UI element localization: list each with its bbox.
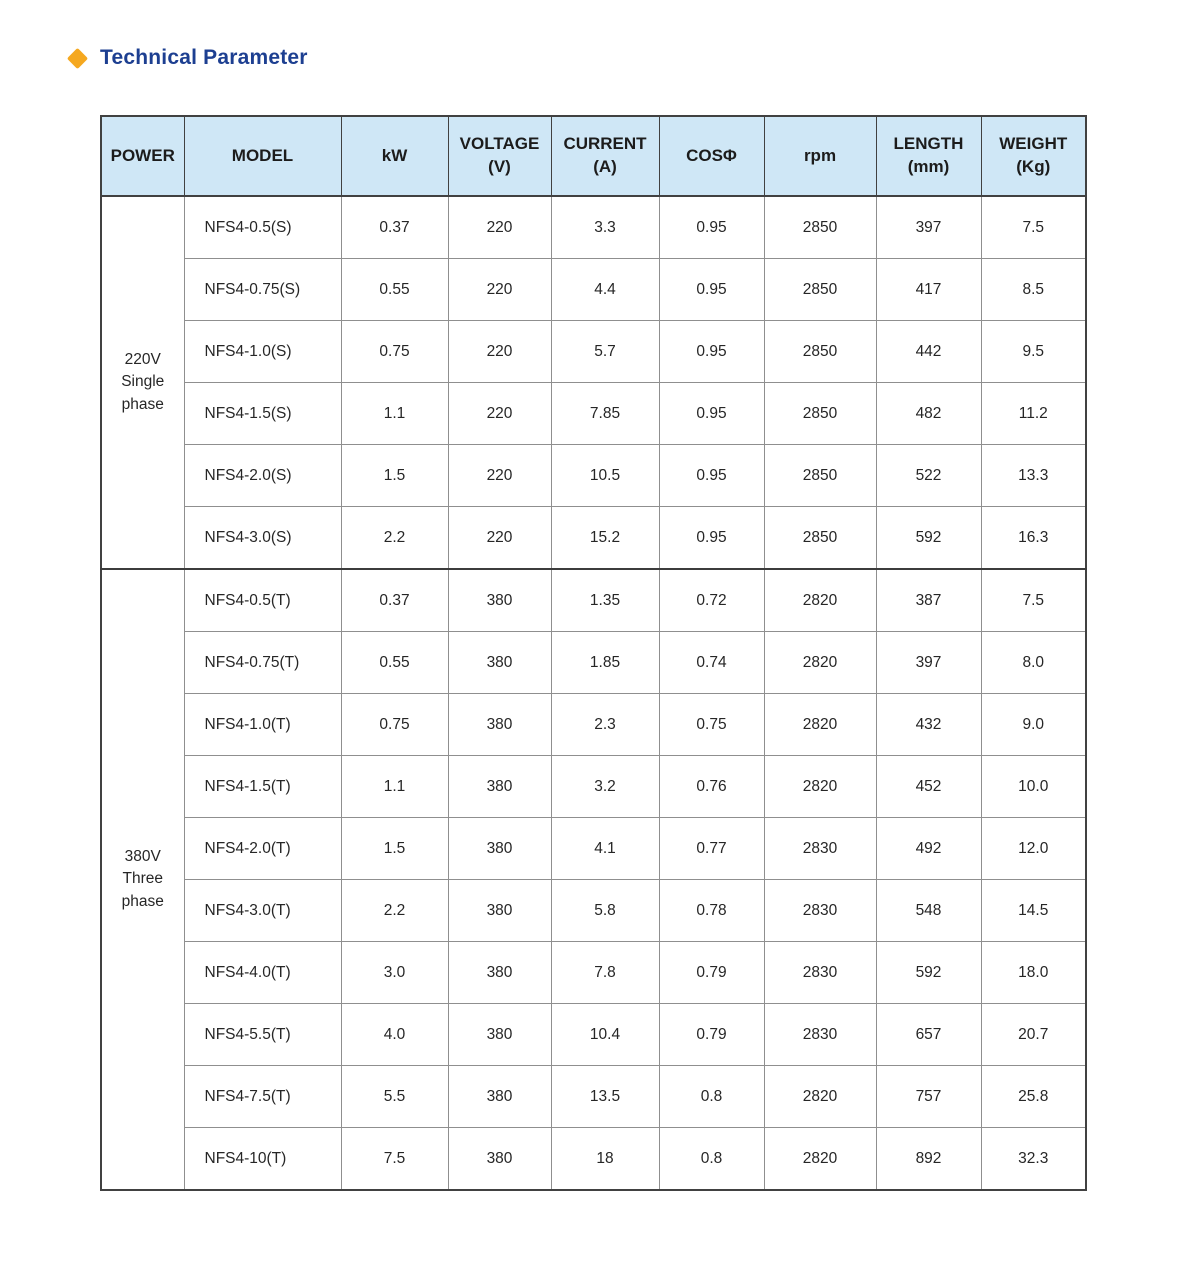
length-cell: 657 <box>876 1004 981 1066</box>
kw-cell: 1.1 <box>341 756 448 818</box>
rpm-cell: 2850 <box>764 445 876 507</box>
kw-cell: 5.5 <box>341 1066 448 1128</box>
header-label: COSΦ <box>686 145 737 165</box>
weight-cell: 9.0 <box>981 694 1086 756</box>
length-cell: 417 <box>876 259 981 321</box>
model-cell: NFS4-7.5(T) <box>184 1066 341 1128</box>
current-cell: 4.1 <box>551 818 659 880</box>
section-title <box>70 46 308 70</box>
kw-cell: 0.75 <box>341 321 448 383</box>
power-group-label-line: phase <box>121 395 164 413</box>
table-row <box>101 632 1086 694</box>
model-cell: NFS4-2.0(S) <box>184 445 341 507</box>
weight-cell: 8.0 <box>981 632 1086 694</box>
header-label: (V) <box>488 157 511 176</box>
kw-cell: 0.75 <box>341 694 448 756</box>
page-title: Technical Parameter <box>100 46 308 69</box>
weight-cell: 12.0 <box>981 818 1086 880</box>
voltage-cell: 380 <box>448 942 551 1004</box>
weight-cell: 10.0 <box>981 756 1086 818</box>
rpm-cell: 2820 <box>764 569 876 632</box>
cos-phi-cell: 0.95 <box>659 445 764 507</box>
header-length <box>876 116 981 196</box>
table-row <box>101 1066 1086 1128</box>
model-cell: NFS4-10(T) <box>184 1128 341 1191</box>
rpm-cell: 2820 <box>764 1066 876 1128</box>
current-cell: 3.3 <box>551 196 659 259</box>
power-group-label-line: phase <box>121 892 164 910</box>
header-label: (Kg) <box>1016 157 1051 176</box>
current-cell: 13.5 <box>551 1066 659 1128</box>
model-cell: NFS4-2.0(T) <box>184 818 341 880</box>
table-row <box>101 818 1086 880</box>
table-row <box>101 880 1086 942</box>
power-group-label-line: Three <box>122 870 163 888</box>
voltage-cell: 380 <box>448 632 551 694</box>
voltage-cell: 380 <box>448 569 551 632</box>
current-cell: 5.7 <box>551 321 659 383</box>
current-cell: 7.8 <box>551 942 659 1004</box>
header-label: (A) <box>593 157 617 176</box>
header-rpm <box>764 116 876 196</box>
rpm-cell: 2820 <box>764 694 876 756</box>
power-group-label-line: 220V <box>124 350 161 368</box>
length-cell: 452 <box>876 756 981 818</box>
kw-cell: 7.5 <box>341 1128 448 1191</box>
weight-cell: 13.3 <box>981 445 1086 507</box>
table-row <box>101 383 1086 445</box>
table-row <box>101 1128 1086 1191</box>
current-cell: 10.4 <box>551 1004 659 1066</box>
cos-phi-cell: 0.75 <box>659 694 764 756</box>
model-cell: NFS4-1.5(T) <box>184 756 341 818</box>
header-label: MODEL <box>231 145 294 165</box>
header-power <box>101 116 184 196</box>
header-cos-phi <box>659 116 764 196</box>
voltage-cell: 220 <box>448 383 551 445</box>
rpm-cell: 2850 <box>764 196 876 259</box>
table-row <box>101 942 1086 1004</box>
header-label: VOLTAGE <box>459 134 540 154</box>
header-voltage <box>448 116 551 196</box>
length-cell: 592 <box>876 942 981 1004</box>
rpm-cell: 2850 <box>764 507 876 570</box>
length-cell: 442 <box>876 321 981 383</box>
length-cell: 522 <box>876 445 981 507</box>
cos-phi-cell: 0.79 <box>659 942 764 1004</box>
rpm-cell: 2820 <box>764 1128 876 1191</box>
voltage-cell: 380 <box>448 1004 551 1066</box>
length-cell: 592 <box>876 507 981 570</box>
power-group-label-line: Single <box>121 373 165 391</box>
length-cell: 432 <box>876 694 981 756</box>
voltage-cell: 380 <box>448 1128 551 1191</box>
voltage-cell: 380 <box>448 818 551 880</box>
voltage-cell: 220 <box>448 445 551 507</box>
kw-cell: 1.1 <box>341 383 448 445</box>
length-cell: 757 <box>876 1066 981 1128</box>
cos-phi-cell: 0.8 <box>659 1128 764 1191</box>
model-cell: NFS4-1.0(S) <box>184 321 341 383</box>
cos-phi-cell: 0.95 <box>659 507 764 570</box>
model-cell: NFS4-0.5(T) <box>184 569 341 632</box>
voltage-cell: 220 <box>448 259 551 321</box>
weight-cell: 11.2 <box>981 383 1086 445</box>
kw-cell: 0.55 <box>341 259 448 321</box>
rpm-cell: 2820 <box>764 632 876 694</box>
current-cell: 1.35 <box>551 569 659 632</box>
cos-phi-cell: 0.95 <box>659 321 764 383</box>
model-cell: NFS4-1.5(S) <box>184 383 341 445</box>
current-cell: 10.5 <box>551 445 659 507</box>
weight-cell: 14.5 <box>981 880 1086 942</box>
kw-cell: 1.5 <box>341 445 448 507</box>
header-model <box>184 116 341 196</box>
power-group-label-line: 380V <box>124 847 161 865</box>
header-label: CURRENT <box>563 134 647 154</box>
model-cell: NFS4-0.5(S) <box>184 196 341 259</box>
power-group-cell <box>101 569 184 1190</box>
header-weight <box>981 116 1086 196</box>
rpm-cell: 2830 <box>764 880 876 942</box>
cos-phi-cell: 0.95 <box>659 383 764 445</box>
model-cell: NFS4-5.5(T) <box>184 1004 341 1066</box>
kw-cell: 2.2 <box>341 507 448 570</box>
table-row <box>101 196 1086 259</box>
current-cell: 2.3 <box>551 694 659 756</box>
rpm-cell: 2850 <box>764 321 876 383</box>
kw-cell: 4.0 <box>341 1004 448 1066</box>
table-row <box>101 1004 1086 1066</box>
header-label: POWER <box>110 145 175 165</box>
model-cell: NFS4-1.0(T) <box>184 694 341 756</box>
table-row <box>101 321 1086 383</box>
kw-cell: 0.37 <box>341 569 448 632</box>
cos-phi-cell: 0.95 <box>659 196 764 259</box>
cos-phi-cell: 0.8 <box>659 1066 764 1128</box>
weight-cell: 7.5 <box>981 569 1086 632</box>
header-kw <box>341 116 448 196</box>
table-row <box>101 569 1086 632</box>
model-cell: NFS4-3.0(S) <box>184 507 341 570</box>
voltage-cell: 220 <box>448 507 551 570</box>
current-cell: 5.8 <box>551 880 659 942</box>
current-cell: 15.2 <box>551 507 659 570</box>
length-cell: 492 <box>876 818 981 880</box>
technical-parameter-table <box>100 115 1087 1191</box>
weight-cell: 9.5 <box>981 321 1086 383</box>
weight-cell: 7.5 <box>981 196 1086 259</box>
kw-cell: 2.2 <box>341 880 448 942</box>
kw-cell: 1.5 <box>341 818 448 880</box>
cos-phi-cell: 0.95 <box>659 259 764 321</box>
length-cell: 548 <box>876 880 981 942</box>
cos-phi-cell: 0.77 <box>659 818 764 880</box>
rpm-cell: 2830 <box>764 1004 876 1066</box>
header-label: rpm <box>803 145 837 165</box>
table-row <box>101 507 1086 570</box>
header-label: LENGTH <box>893 134 964 154</box>
model-cell: NFS4-4.0(T) <box>184 942 341 1004</box>
voltage-cell: 220 <box>448 196 551 259</box>
table-header-row <box>101 116 1086 196</box>
weight-cell: 20.7 <box>981 1004 1086 1066</box>
current-cell: 18 <box>551 1128 659 1191</box>
rpm-cell: 2830 <box>764 818 876 880</box>
current-cell: 3.2 <box>551 756 659 818</box>
rpm-cell: 2820 <box>764 756 876 818</box>
weight-cell: 16.3 <box>981 507 1086 570</box>
cos-phi-cell: 0.74 <box>659 632 764 694</box>
model-cell: NFS4-0.75(T) <box>184 632 341 694</box>
kw-cell: 3.0 <box>341 942 448 1004</box>
kw-cell: 0.55 <box>341 632 448 694</box>
rpm-cell: 2850 <box>764 259 876 321</box>
header-current <box>551 116 659 196</box>
table-row <box>101 259 1086 321</box>
voltage-cell: 380 <box>448 694 551 756</box>
voltage-cell: 220 <box>448 321 551 383</box>
weight-cell: 25.8 <box>981 1066 1086 1128</box>
length-cell: 892 <box>876 1128 981 1191</box>
table-row <box>101 756 1086 818</box>
current-cell: 4.4 <box>551 259 659 321</box>
header-label: WEIGHT <box>999 134 1068 154</box>
diamond-bullet-icon <box>67 47 88 68</box>
length-cell: 387 <box>876 569 981 632</box>
weight-cell: 32.3 <box>981 1128 1086 1191</box>
voltage-cell: 380 <box>448 1066 551 1128</box>
power-group-cell <box>101 196 184 569</box>
table-row <box>101 445 1086 507</box>
voltage-cell: 380 <box>448 756 551 818</box>
model-cell: NFS4-0.75(S) <box>184 259 341 321</box>
weight-cell: 8.5 <box>981 259 1086 321</box>
model-cell: NFS4-3.0(T) <box>184 880 341 942</box>
cos-phi-cell: 0.76 <box>659 756 764 818</box>
length-cell: 397 <box>876 196 981 259</box>
header-label: kW <box>381 145 408 165</box>
rpm-cell: 2830 <box>764 942 876 1004</box>
cos-phi-cell: 0.79 <box>659 1004 764 1066</box>
table-row <box>101 694 1086 756</box>
length-cell: 482 <box>876 383 981 445</box>
current-cell: 1.85 <box>551 632 659 694</box>
cos-phi-cell: 0.78 <box>659 880 764 942</box>
header-label: (mm) <box>907 157 950 176</box>
current-cell: 7.85 <box>551 383 659 445</box>
cos-phi-cell: 0.72 <box>659 569 764 632</box>
length-cell: 397 <box>876 632 981 694</box>
weight-cell: 18.0 <box>981 942 1086 1004</box>
voltage-cell: 380 <box>448 880 551 942</box>
rpm-cell: 2850 <box>764 383 876 445</box>
kw-cell: 0.37 <box>341 196 448 259</box>
table-body <box>101 196 1086 1190</box>
